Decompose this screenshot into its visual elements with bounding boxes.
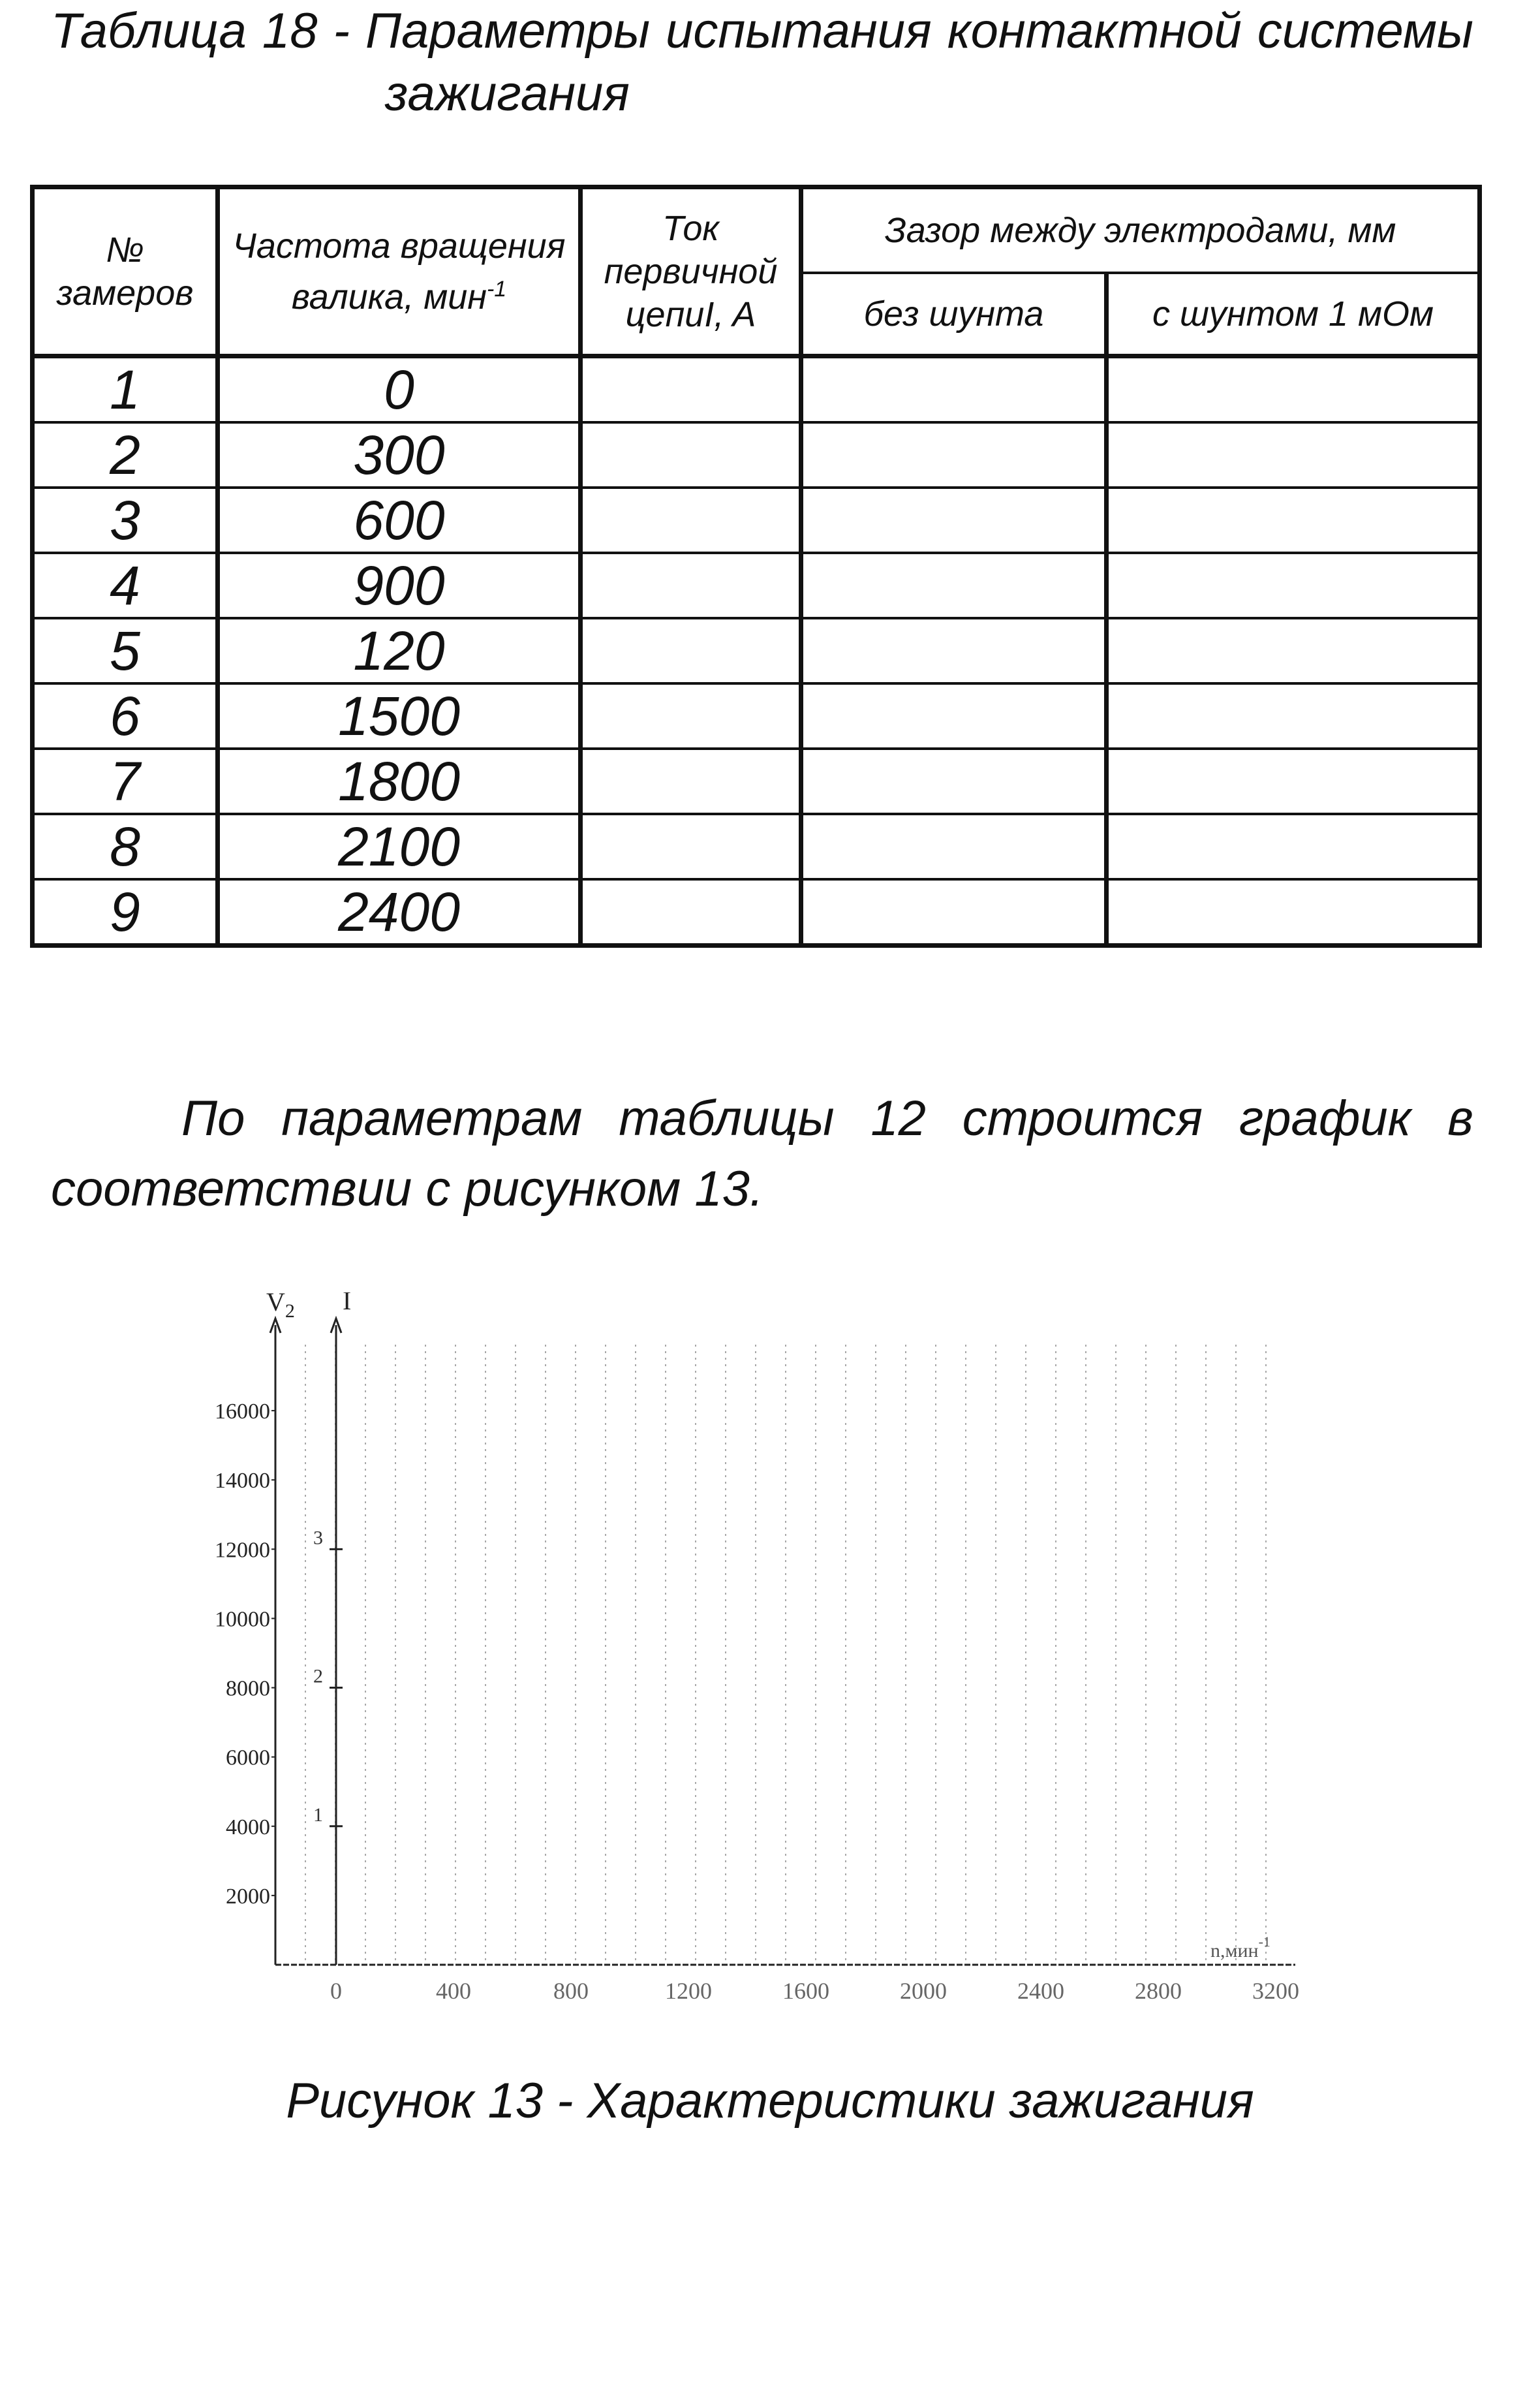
paragraph-word: параметрам <box>281 1091 583 1146</box>
cell-primary-current <box>581 814 801 879</box>
cell-rotation-frequency: 0 <box>218 356 581 423</box>
cell-primary-current <box>581 356 801 423</box>
header-gap-no-shunt: без шунта <box>801 273 1107 356</box>
table-row <box>33 422 1480 488</box>
cell-primary-current <box>581 618 801 683</box>
header-rotation-frequency: Частота вращения валика, мин$^{-1}$ <box>218 187 581 356</box>
y-tick-label: 4000 <box>226 1815 270 1839</box>
current-tick-label: 1 <box>313 1804 323 1826</box>
paragraph-word: таблицы <box>619 1091 835 1146</box>
table-row <box>33 814 1480 879</box>
paragraph-word: в <box>1447 1091 1473 1146</box>
paragraph-word: график <box>1239 1091 1411 1146</box>
y-tick-label: 14000 <box>215 1469 270 1493</box>
table-row <box>33 749 1480 814</box>
x-tick-label: 400 <box>436 1978 471 2004</box>
x-tick-label: 1200 <box>665 1978 712 2004</box>
cell-measure-number: 2 <box>33 422 218 488</box>
table-row <box>33 553 1480 618</box>
cell-rotation-frequency: 300 <box>218 422 581 488</box>
cell-gap-no-shunt <box>801 422 1107 488</box>
header-primary-current: Ток первичной цепиI, A <box>581 187 801 356</box>
table-row <box>33 879 1480 946</box>
figure-caption: Рисунок 13 - Характеристики зажигания <box>286 2073 1254 2129</box>
cell-gap-with-shunt <box>1107 422 1480 488</box>
current-tick-label: 2 <box>313 1665 323 1687</box>
cell-rotation-frequency: 2400 <box>218 879 581 946</box>
cell-rotation-frequency: 600 <box>218 488 581 553</box>
cell-primary-current <box>581 683 801 749</box>
cell-gap-with-shunt <box>1107 618 1480 683</box>
cell-primary-current <box>581 422 801 488</box>
table-row <box>33 356 1480 423</box>
cell-gap-no-shunt <box>801 488 1107 553</box>
x-tick-label: 0 <box>330 1978 342 2004</box>
cell-primary-current <box>581 879 801 946</box>
y-tick-label: 2000 <box>226 1884 270 1909</box>
cell-gap-with-shunt <box>1107 488 1480 553</box>
cell-rotation-frequency: 120 <box>218 618 581 683</box>
cell-primary-current <box>581 488 801 553</box>
paragraph-line2: соответствии с рисунком 13. <box>51 1161 763 1217</box>
table-body <box>33 356 1480 946</box>
cell-gap-no-shunt <box>801 553 1107 618</box>
cell-measure-number: 5 <box>33 618 218 683</box>
cell-gap-no-shunt <box>801 814 1107 879</box>
body-paragraph <box>51 1084 1473 1225</box>
cell-measure-number: 9 <box>33 879 218 946</box>
table-row <box>33 618 1480 683</box>
table-row <box>33 683 1480 749</box>
table-caption-line1 <box>51 0 1473 63</box>
table-caption-line2: зажигания <box>385 66 630 121</box>
cell-gap-no-shunt <box>801 683 1107 749</box>
paragraph-line1 <box>51 1084 1473 1154</box>
y-tick-label: 8000 <box>226 1676 270 1701</box>
x-tick-label: 2800 <box>1135 1978 1182 2004</box>
x-tick-label: 2400 <box>1017 1978 1064 2004</box>
y-axis-label-v2: $V_2$ <box>266 1292 295 1322</box>
y-tick-label: 16000 <box>215 1399 270 1424</box>
header-measure-number: № замеров <box>33 187 218 356</box>
paragraph-word: 12 <box>870 1091 926 1146</box>
cell-measure-number: 1 <box>33 356 218 423</box>
cell-measure-number: 3 <box>33 488 218 553</box>
y-tick-label: 6000 <box>226 1745 270 1770</box>
caption-word: - <box>333 3 350 59</box>
cell-gap-no-shunt <box>801 356 1107 423</box>
caption-word: испытания <box>666 3 932 59</box>
cell-rotation-frequency: 1800 <box>218 749 581 814</box>
cell-gap-with-shunt <box>1107 683 1480 749</box>
cell-measure-number: 8 <box>33 814 218 879</box>
x-axis-label: n,мин$^{-1}$ <box>1210 1933 1270 1961</box>
table-row <box>33 488 1480 553</box>
cell-gap-with-shunt <box>1107 814 1480 879</box>
cell-gap-with-shunt <box>1107 553 1480 618</box>
paragraph-word: По <box>181 1091 245 1146</box>
caption-word: 18 <box>262 3 318 59</box>
cell-primary-current <box>581 749 801 814</box>
y-tick-label: 10000 <box>215 1607 270 1632</box>
x-tick-label: 3200 <box>1252 1978 1299 2004</box>
cell-gap-no-shunt <box>801 879 1107 946</box>
cell-rotation-frequency: 2100 <box>218 814 581 879</box>
caption-word: контактной <box>947 3 1242 59</box>
cell-gap-with-shunt <box>1107 749 1480 814</box>
cell-measure-number: 7 <box>33 749 218 814</box>
cell-gap-with-shunt <box>1107 356 1480 423</box>
caption-word: Параметры <box>365 3 651 59</box>
cell-rotation-frequency: 900 <box>218 553 581 618</box>
cell-rotation-frequency: 1500 <box>218 683 581 749</box>
cell-primary-current <box>581 553 801 618</box>
header-gap-with-shunt: с шунтом 1 мОм <box>1107 273 1480 356</box>
table-caption <box>51 0 1473 125</box>
paragraph-word: строится <box>962 1091 1203 1146</box>
cell-gap-no-shunt <box>801 749 1107 814</box>
x-tick-label: 2000 <box>900 1978 947 2004</box>
caption-word: Таблица <box>51 3 247 59</box>
cell-measure-number: 6 <box>33 683 218 749</box>
current-tick-label: 3 <box>313 1527 323 1549</box>
y-axis-label-current: I <box>343 1292 352 1315</box>
x-tick-label: 1600 <box>782 1978 829 2004</box>
cell-gap-with-shunt <box>1107 879 1480 946</box>
caption-word: системы <box>1257 3 1473 59</box>
cell-measure-number: 4 <box>33 553 218 618</box>
header-electrode-gap: Зазор между электродами, мм <box>801 187 1480 273</box>
ignition-characteristics-chart <box>170 1292 1331 2030</box>
x-tick-label: 800 <box>553 1978 589 2004</box>
y-tick-label: 12000 <box>215 1538 270 1563</box>
cell-gap-no-shunt <box>801 618 1107 683</box>
test-parameters-table <box>30 185 1482 948</box>
